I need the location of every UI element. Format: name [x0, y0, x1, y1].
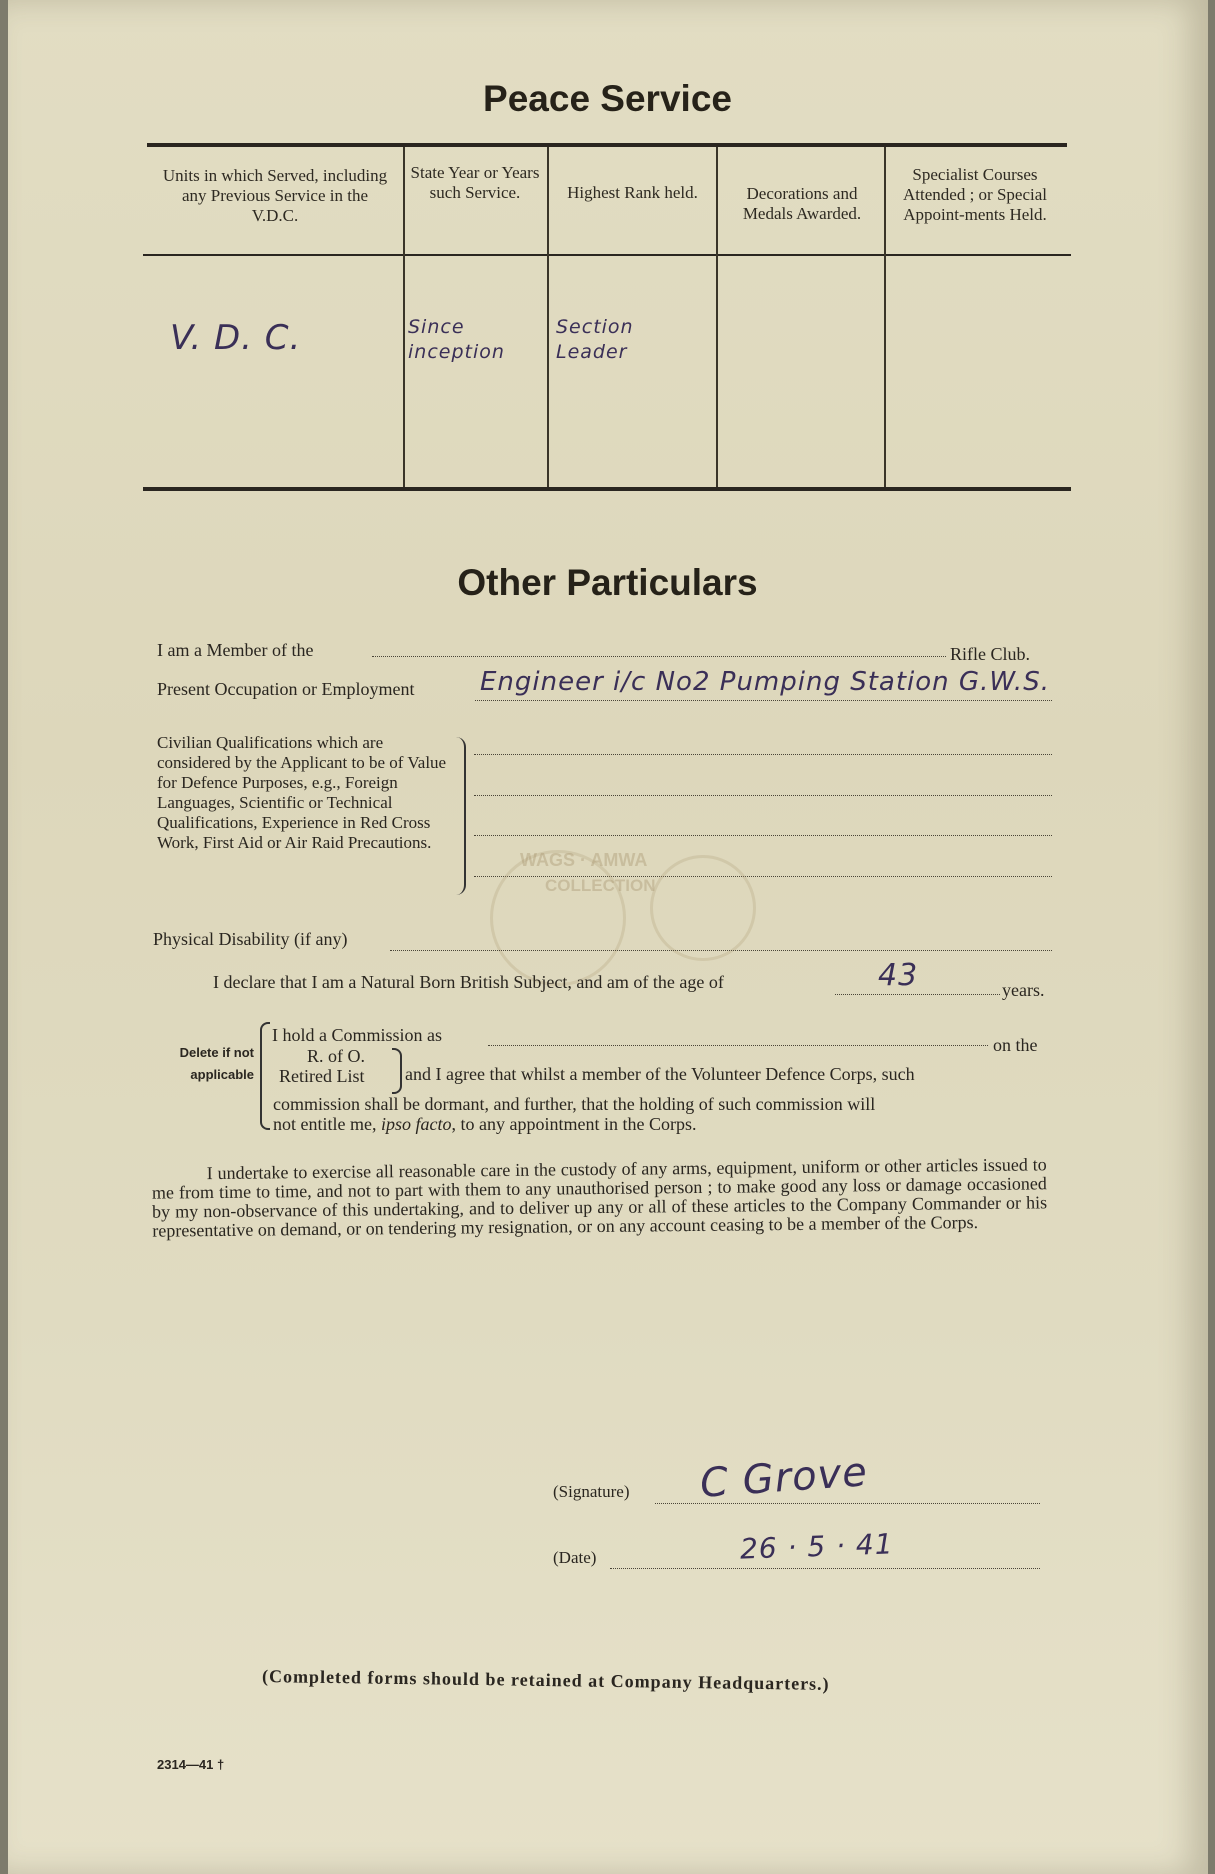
- watermark-text: COLLECTION: [545, 876, 656, 895]
- date-field: [610, 1568, 1040, 1569]
- column-header-decorations: Decorations and Medals Awarded.: [742, 184, 862, 223]
- column-header-units: Units in which Served, including any Previous Service in the V.D.C.: [162, 166, 388, 225]
- column-divider: [403, 147, 405, 487]
- delete-note: Delete if not applicable: [179, 1045, 254, 1082]
- watermark-text: WAGS · AMWA: [520, 850, 648, 870]
- commission-line: and I agree that whilst a member of the Volunteer Defence Corps, such: [405, 1064, 915, 1084]
- column-header-rank: Highest Rank held.: [567, 183, 698, 202]
- commission-line: I hold a Commission as: [272, 1025, 442, 1045]
- age-field: [835, 994, 1000, 995]
- ipso-facto-text: ipso facto: [380, 1114, 452, 1134]
- column-divider: [884, 147, 886, 487]
- commission-option-retired: Retired List: [279, 1066, 365, 1086]
- table-bottom-rule: [143, 487, 1071, 491]
- options-brace: [392, 1048, 402, 1094]
- unit-value: V. D. C.: [170, 318, 302, 358]
- commission-line: [273, 1114, 696, 1135]
- form-code: 2314—41 †: [157, 1757, 225, 1772]
- rank-value: Section Leader: [556, 316, 634, 363]
- years-value: Since inception: [408, 316, 505, 363]
- footer-note: (Completed forms should be retained at Company Headquarters.): [261, 1666, 830, 1694]
- civilian-field-line: [474, 835, 1052, 836]
- undertaking-paragraph: I undertake to exercise all reasonable care in the custody of any arms, equipment, uniform or other articles issued to me from time to time, and not to part with them to any unauthorised person ; to make good any loss or damage occasioned by my non-observance of this undertaking, and to deliver up any or all of these articles to the Company Commander or his representative on demand, or on tendering my resignation, or on any account ceasing to be a member of the Corps.: [151, 1154, 1048, 1241]
- commission-line: commission shall be dormant, and further, that the holding of such commission will: [273, 1094, 876, 1114]
- peace-service-title: Peace Service: [483, 78, 732, 119]
- rifle-club-suffix: Rifle Club.: [950, 644, 1030, 664]
- commission-option-reserve: R. of O.: [307, 1046, 365, 1066]
- civilian-field-line: [474, 795, 1052, 796]
- disability-field: [390, 950, 1052, 951]
- delete-brace: [260, 1022, 270, 1130]
- column-divider: [547, 147, 549, 487]
- rifle-club-field: [372, 656, 946, 657]
- table-top-rule: [147, 143, 1067, 147]
- column-header-courses: Specialist Courses Attended ; or Special Appoint-ments Held.: [903, 165, 1047, 224]
- other-particulars-title: Other Particulars: [457, 562, 758, 603]
- occupation-field: [475, 700, 1052, 701]
- occupation-label: Present Occupation or Employment: [157, 679, 415, 699]
- commission-line-part: , to any appointment in the Corps.: [451, 1114, 697, 1134]
- signature-label: (Signature): [553, 1482, 630, 1501]
- declaration-text: I declare that I am a Natural Born British Subject, and am of the age of: [213, 972, 724, 992]
- age-value: 43: [878, 958, 919, 993]
- commission-field: [488, 1045, 988, 1046]
- watermark-stamp: [650, 855, 756, 961]
- civilian-qualifications-label: Civilian Qualifications which are considered by the Applicant to be of Value for Defence Purposes, e.g., Foreign Languages, Scientific or Technical Qualifications, Experience in Red Cross Work, First Aid or Air Raid Precautions.: [157, 733, 447, 852]
- commission-line-part: not entitle me,: [273, 1114, 377, 1134]
- commission-on-the: on the: [993, 1035, 1038, 1055]
- signature-value: C Grove: [698, 1449, 870, 1507]
- date-label: (Date): [553, 1548, 597, 1567]
- column-divider: [716, 147, 718, 487]
- civilian-field-line: [474, 754, 1052, 755]
- date-value: 26 · 5 · 41: [739, 1527, 895, 1566]
- civilian-brace: [452, 737, 466, 895]
- declaration-suffix: years.: [1002, 980, 1045, 1000]
- column-header-years: State Year or Years such Service.: [410, 163, 540, 202]
- disability-label: Physical Disability (if any): [153, 929, 348, 949]
- rifle-club-label: I am a Member of the: [157, 640, 314, 660]
- table-header-rule: [143, 254, 1071, 256]
- occupation-value: Engineer i/c No2 Pumping Station G.W.S.: [480, 667, 1050, 697]
